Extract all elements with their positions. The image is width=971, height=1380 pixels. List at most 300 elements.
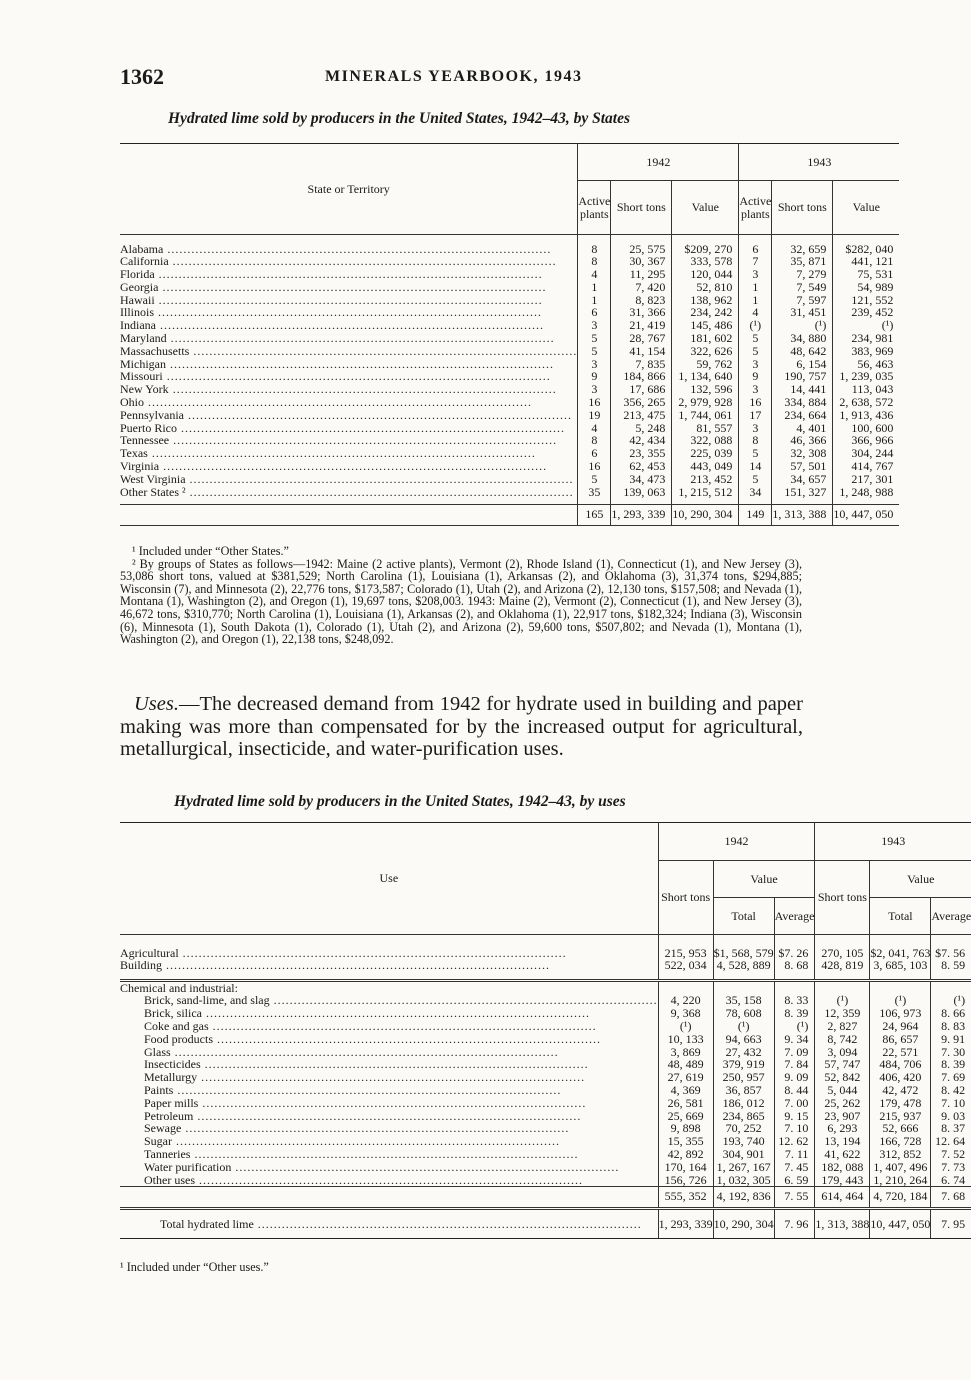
table-cell	[931, 980, 971, 994]
table-cell: 7, 279	[772, 268, 833, 281]
state-name: Michigan .....	[120, 358, 578, 371]
table-cell	[870, 972, 931, 980]
running-title: MINERALS YEARBOOK, 1943	[325, 68, 583, 85]
use-row	[120, 1161, 971, 1174]
table-cell: 7. 96	[774, 1209, 815, 1239]
footnotes-table1	[120, 545, 802, 646]
table-cell: 6, 154	[772, 358, 833, 371]
table-cell: 8. 83	[941, 1018, 966, 1033]
table-cell: 8	[578, 243, 611, 256]
table-cell: (¹)	[881, 318, 894, 333]
state-name: Other States ² .....	[120, 486, 578, 499]
state-name: Massachusetts .....	[120, 345, 578, 358]
table-cell: 52, 842	[815, 1071, 870, 1084]
table-cell: 27, 432	[713, 1046, 774, 1059]
table-cell: 7. 68	[931, 1187, 971, 1209]
table-cell: 3	[739, 268, 772, 281]
col-short-tons-1942: Short tons	[611, 181, 672, 235]
table-cell: 165	[578, 504, 611, 525]
table-cell: 1, 313, 388	[815, 1209, 870, 1239]
table-cell: 8. 39	[774, 1007, 815, 1020]
state-name: Alabama .....	[120, 243, 578, 256]
table-cell: 4, 528, 889	[713, 959, 774, 972]
table-cell: 225, 039	[672, 447, 739, 460]
page-header	[120, 64, 800, 94]
table-cell: 322, 626	[672, 345, 739, 358]
table-cell: 7. 84	[774, 1058, 815, 1071]
table-cell: 36, 857	[713, 1084, 774, 1097]
table-cell: 70, 252	[713, 1122, 774, 1135]
table-cell: 379, 919	[713, 1058, 774, 1071]
state-row	[120, 268, 899, 281]
table-cell: 42, 434	[611, 434, 672, 447]
table-cell: 56, 463	[857, 356, 894, 371]
table-cell: 6, 293	[815, 1122, 870, 1135]
col-value-1943: Value	[833, 181, 900, 235]
table-cell: 5	[739, 447, 772, 460]
table-cell: 7. 55	[774, 1187, 815, 1209]
table-cell: 1, 267, 167	[713, 1161, 774, 1174]
state-name: Virginia .....	[120, 460, 578, 473]
table-cell: 9, 368	[658, 1007, 713, 1020]
table-cell: 1	[578, 294, 611, 307]
table-cell: 138, 962	[672, 294, 739, 307]
table-cell: 312, 852	[870, 1148, 931, 1161]
table-cell: 113, 043	[851, 382, 894, 397]
col-short-tons-1943: Short tons	[772, 181, 833, 235]
table-cell: 1, 032, 305	[713, 1174, 774, 1187]
total-row	[120, 1209, 971, 1239]
table-cell: $7. 26	[774, 947, 815, 960]
use-name: Tanneries .....	[120, 1148, 658, 1161]
table-cell: 5, 044	[815, 1084, 870, 1097]
use-name: Paper mills .....	[120, 1097, 658, 1110]
table-cell	[713, 972, 774, 980]
table-cell: 156, 726	[658, 1174, 713, 1187]
table-cell: 41, 622	[815, 1148, 870, 1161]
table-cell: 8	[578, 255, 611, 268]
table-cell: $2, 041, 763	[870, 945, 931, 960]
table-cell: 75, 531	[857, 267, 894, 282]
table-cell: 1	[578, 281, 611, 294]
table-cell: 5	[578, 345, 611, 358]
table-cell: 9. 03	[941, 1108, 966, 1123]
total-row	[120, 504, 899, 525]
state-name: Florida .....	[120, 268, 578, 281]
table-cell: $209, 270	[672, 243, 739, 256]
table-cell: 179, 478	[870, 1097, 931, 1110]
table-cell: 186, 012	[713, 1097, 774, 1110]
table-cell: 120, 044	[672, 268, 739, 281]
table-cell: (¹)	[953, 993, 966, 1008]
table-cell: 234, 981	[851, 331, 894, 346]
table-cell: 139, 063	[611, 486, 672, 499]
table-cell: 8	[578, 434, 611, 447]
footnote-2: ² By groups of States as follows—1942: Maine (2 active plants), Vermont (2), Rhode Island (1), Connecticut (1), and New Jersey (3), 53,086 short tons, valued at $381,529; North Carolina (1), Louisiana (1), Arkansas (2), and Oklahoma (3), 31,374 tons, $294,885; Wisconsin (7), and Minnesota (2), 22,776 tons, $173,587; Colorado (1), Utah (2), and Arizona (2), 12,130 tons, $157,508; and Nevada (1), Montana (1), Washington (2), and Oregon (1), 19,697 tons, $208,003. 1943: Maine (2), Vermont (2), Connecticut (1), and New Jersey (3), 46,672 tons, $310,770; North Carolina (1), Louisiana (1), Arkansas (2), and Oklahoma (1), 22,917 tons, $182,324; Indiana (3), Wisconsin (6), Minnesota (1), South Dakota (1), Colorado (1), Utah (2), and Arizona (2), 59,600 tons, $507,802; and Nevada (1), Montana (1), Washington (2), and Oregon (1), 22,138 tons, $248,092.	[120, 556, 802, 647]
use-row	[120, 1148, 971, 1161]
table-cell: 7. 00	[774, 1097, 815, 1110]
table-cell: 2, 638, 572	[839, 395, 894, 410]
table-cell: 9, 898	[658, 1122, 713, 1135]
states-table	[120, 143, 899, 526]
table-cell: 52, 810	[672, 281, 739, 294]
uses-paragraph	[120, 693, 803, 761]
table-cell: 9	[578, 370, 611, 383]
state-name: Pennsylvania .....	[120, 409, 578, 422]
table-cell: 5, 248	[611, 422, 672, 435]
table-cell: 1, 913, 436	[839, 407, 894, 422]
table-cell: 14, 441	[772, 383, 833, 396]
table-cell: 5	[739, 345, 772, 358]
table-cell: $7. 56	[935, 945, 966, 960]
table-cell: 16	[578, 460, 611, 473]
table-cell: 41, 154	[611, 345, 672, 358]
table-cell: 4, 369	[658, 1084, 713, 1097]
table-cell: 4, 401	[772, 422, 833, 435]
use-name: Agricultural .....	[120, 947, 658, 960]
table-cell: 270, 105	[815, 947, 870, 960]
table-cell: 484, 706	[870, 1058, 931, 1071]
use-name: Coke and gas .....	[120, 1020, 658, 1033]
table-cell: 19	[578, 409, 611, 422]
table-cell: 7, 549	[772, 281, 833, 294]
table-cell: 42, 472	[870, 1084, 931, 1097]
table-cell: (¹)	[772, 319, 833, 332]
col-total-1942: Total	[713, 898, 774, 935]
table-cell: 1, 293, 339	[611, 504, 672, 525]
table-cell	[658, 972, 713, 980]
table-cell: 34	[739, 486, 772, 499]
col-average-1942: Average	[774, 898, 815, 935]
table-cell: 6	[578, 306, 611, 319]
table-cell: 12, 359	[815, 1007, 870, 1020]
table-cell: 3	[739, 422, 772, 435]
table-cell: 555, 352	[658, 1187, 713, 1209]
table-cell: (¹)	[815, 994, 870, 1007]
table-cell: 151, 327	[772, 486, 833, 499]
table-cell: 7, 420	[611, 281, 672, 294]
table-cell: 213, 452	[672, 473, 739, 486]
table-cell: 22, 571	[870, 1046, 931, 1059]
use-row	[120, 1174, 971, 1187]
subtotal-label	[120, 1187, 658, 1209]
state-name: Missouri .....	[120, 370, 578, 383]
table-cell: 190, 757	[772, 370, 833, 383]
table-cell	[774, 972, 815, 980]
table-cell: 9. 15	[774, 1110, 815, 1123]
table-cell: 1, 215, 512	[672, 486, 739, 499]
table-cell: 7, 835	[611, 358, 672, 371]
table-cell: 170, 164	[658, 1161, 713, 1174]
col-short-tons-1942: Short tons	[658, 861, 713, 935]
table-cell: 54, 989	[857, 279, 894, 294]
table-cell: 4	[578, 422, 611, 435]
table-cell: 522, 034	[658, 959, 713, 972]
table-cell: 234, 242	[672, 306, 739, 319]
col-average-1943: Average	[931, 898, 971, 935]
table-cell: 366, 966	[851, 433, 894, 448]
year-header-1943: 1943	[815, 823, 971, 861]
state-name: West Virginia .....	[120, 473, 578, 486]
table-cell: 4, 192, 836	[713, 1187, 774, 1209]
table2-caption: Hydrated lime sold by producers in the United States, 1942–43, by uses	[174, 793, 626, 810]
use-row	[120, 1020, 971, 1033]
table-cell: 17	[739, 409, 772, 422]
col-active-plants-1942: Active plants	[578, 181, 611, 235]
table-cell: 234, 865	[713, 1110, 774, 1123]
table-cell: 5	[578, 332, 611, 345]
table-cell: 7. 45	[774, 1161, 815, 1174]
table-cell: 5	[739, 332, 772, 345]
table-cell: 383, 969	[851, 343, 894, 358]
table-cell: 25, 262	[815, 1097, 870, 1110]
table-cell: 2, 979, 928	[672, 396, 739, 409]
uses-text: —The decreased demand from 1942 for hydrate used in building and paper making was more than compensated for by the increased output for agricultural, metallurgical, insecticide, and water-purification uses.	[120, 693, 803, 761]
table-cell: 21, 419	[611, 319, 672, 332]
table-cell: 215, 953	[658, 947, 713, 960]
table-cell: 250, 957	[713, 1071, 774, 1084]
table-cell: 215, 937	[870, 1110, 931, 1123]
table-cell: 11, 295	[611, 268, 672, 281]
table-cell: 3, 094	[815, 1046, 870, 1059]
table-cell: 121, 552	[851, 292, 894, 307]
table-cell: 35, 158	[713, 994, 774, 1007]
state-row	[120, 281, 899, 294]
table-cell: 10, 447, 050	[833, 504, 900, 525]
total-label	[120, 504, 578, 525]
table-cell: 3	[739, 383, 772, 396]
table-cell: 16	[739, 396, 772, 409]
table-cell: 1, 248, 988	[839, 484, 894, 499]
use-name: Petroleum .....	[120, 1110, 658, 1123]
table-cell: 62, 453	[611, 460, 672, 473]
table-cell: 42, 892	[658, 1148, 713, 1161]
table-cell: 7. 09	[774, 1046, 815, 1059]
table-cell: 34, 657	[772, 473, 833, 486]
table-cell: 3	[739, 358, 772, 371]
state-name: Texas .....	[120, 447, 578, 460]
table-cell: $282, 040	[845, 241, 894, 256]
state-row	[120, 473, 899, 486]
table-cell: 304, 901	[713, 1148, 774, 1161]
table-cell: 86, 657	[870, 1033, 931, 1046]
state-name: Indiana .....	[120, 319, 578, 332]
table-cell: 8	[739, 434, 772, 447]
table-cell: 5	[739, 473, 772, 486]
stub-header-use: Use	[120, 823, 658, 935]
table-cell: 10, 133	[658, 1033, 713, 1046]
table-cell: 7. 52	[941, 1146, 966, 1161]
table-cell: 14	[739, 460, 772, 473]
table-cell: 23, 907	[815, 1110, 870, 1123]
table-cell: 7. 73	[941, 1159, 966, 1174]
use-row	[120, 1033, 971, 1046]
state-row	[120, 409, 899, 422]
total-label: Total hydrated lime .....	[120, 1209, 658, 1239]
table-cell: 32, 308	[772, 447, 833, 460]
table-cell: (¹)	[658, 1020, 713, 1033]
table-cell: 28, 767	[611, 332, 672, 345]
year-header-1942: 1942	[658, 823, 815, 861]
table-cell: 17, 686	[611, 383, 672, 396]
table-cell: (¹)	[870, 994, 931, 1007]
table-cell: 1, 313, 388	[772, 504, 833, 525]
table-cell: 48, 642	[772, 345, 833, 358]
use-name: Water purification .....	[120, 1161, 658, 1174]
table-cell: 34, 880	[772, 332, 833, 345]
state-name: California .....	[120, 255, 578, 268]
year-header-1943: 1943	[739, 144, 900, 181]
table-cell: 184, 866	[611, 370, 672, 383]
table-cell: 52, 666	[870, 1122, 931, 1135]
table-cell: 213, 475	[611, 409, 672, 422]
use-row	[120, 1097, 971, 1110]
table-cell: 3	[578, 358, 611, 371]
table-cell: 7. 69	[941, 1070, 966, 1085]
table-cell: 145, 486	[672, 319, 739, 332]
use-name: Other uses .....	[120, 1174, 658, 1187]
table-cell	[931, 972, 971, 980]
table-cell	[870, 980, 931, 994]
table-cell: 179, 443	[815, 1174, 870, 1187]
table-cell: 2, 827	[815, 1020, 870, 1033]
table-cell	[658, 980, 713, 994]
table-cell: 182, 088	[815, 1161, 870, 1174]
table-cell: 4	[578, 268, 611, 281]
use-name: Metallurgy .....	[120, 1071, 658, 1084]
page-number: 1362	[120, 64, 164, 89]
use-name: Brick, sand-lime, and slag .....	[120, 994, 658, 1007]
table-cell	[713, 980, 774, 994]
table-cell: 8. 44	[774, 1084, 815, 1097]
table-cell: 443, 049	[672, 460, 739, 473]
separator-row	[120, 972, 971, 980]
table-cell: 414, 767	[851, 459, 894, 474]
footnote-table2: ¹ Included under “Other uses.”	[120, 1260, 269, 1274]
table-cell: 25, 669	[658, 1110, 713, 1123]
footnote-1: ¹ Included under “Other States.”	[132, 544, 289, 558]
use-name: Sewage .....	[120, 1122, 658, 1135]
table-cell: 6	[739, 243, 772, 256]
table-cell: 441, 121	[851, 254, 894, 269]
table-cell: 30, 367	[611, 255, 672, 268]
table-cell: 239, 452	[851, 305, 894, 320]
table-cell: 356, 265	[611, 396, 672, 409]
uses-table	[120, 822, 971, 1239]
table-cell: 8. 42	[941, 1082, 966, 1097]
table-cell: (¹)	[713, 1020, 774, 1033]
table-cell: 12. 64	[935, 1134, 966, 1149]
year-header-1942: 1942	[578, 144, 739, 181]
state-name: New York .....	[120, 383, 578, 396]
table-cell: 27, 619	[658, 1071, 713, 1084]
table-cell: 3	[578, 319, 611, 332]
subtotal-row	[120, 1187, 971, 1209]
table-cell: 234, 664	[772, 409, 833, 422]
table-cell: 428, 819	[815, 959, 870, 972]
table-cell: 31, 366	[611, 306, 672, 319]
table-cell	[774, 980, 815, 994]
table-cell: 10, 290, 304	[713, 1209, 774, 1239]
table-cell	[815, 972, 870, 980]
stub-header: State or Territory	[120, 144, 578, 235]
table-cell: 35, 871	[772, 255, 833, 268]
table-cell: 9. 34	[774, 1033, 815, 1046]
table-cell: 193, 740	[713, 1135, 774, 1148]
table-cell: 7, 597	[772, 294, 833, 307]
table-cell: 322, 088	[672, 434, 739, 447]
table-cell: 26, 581	[658, 1097, 713, 1110]
use-row	[120, 1084, 971, 1097]
table-cell: 57, 501	[772, 460, 833, 473]
table-cell: 1, 210, 264	[870, 1174, 931, 1187]
table-cell: 12. 62	[774, 1135, 815, 1148]
table-cell: 1	[739, 281, 772, 294]
state-row	[120, 345, 899, 358]
table-cell: 8. 59	[941, 958, 966, 973]
table-cell: 46, 366	[772, 434, 833, 447]
use-name: Sugar .....	[120, 1135, 658, 1148]
table-cell: 3	[578, 383, 611, 396]
table-cell: 35	[578, 486, 611, 499]
table-cell: 7. 30	[941, 1044, 966, 1059]
table-cell: 3, 685, 103	[870, 959, 931, 972]
table-cell: 7. 11	[774, 1148, 815, 1161]
table-cell: 614, 464	[815, 1187, 870, 1209]
table-cell: 333, 578	[672, 255, 739, 268]
table1-caption: Hydrated lime sold by producers in the United States, 1942–43, by States	[168, 110, 630, 127]
table-cell: 3, 869	[658, 1046, 713, 1059]
table-cell: 10, 447, 050	[870, 1209, 931, 1239]
table-cell: 1, 744, 061	[672, 409, 739, 422]
col-short-tons-1943: Short tons	[815, 861, 870, 935]
table-cell: 4	[739, 306, 772, 319]
table-cell: 7. 95	[931, 1209, 971, 1239]
table-cell: 6. 59	[774, 1174, 815, 1187]
use-name: Glass .....	[120, 1046, 658, 1059]
table-cell: 1, 293, 339	[658, 1209, 713, 1239]
table-cell: 1, 134, 640	[672, 370, 739, 383]
table-cell: 181, 602	[672, 332, 739, 345]
table-cell: 24, 964	[870, 1020, 931, 1033]
state-row	[120, 396, 899, 409]
table-cell: 7	[739, 255, 772, 268]
table-cell: 10, 290, 304	[672, 504, 739, 525]
table-cell: 4, 720, 184	[870, 1187, 931, 1209]
table-cell: 1, 239, 035	[839, 369, 894, 384]
table-cell: 334, 884	[772, 396, 833, 409]
table-cell: 34, 473	[611, 473, 672, 486]
table-cell: 8. 33	[774, 994, 815, 1007]
row-label	[120, 972, 658, 980]
table-cell: 304, 244	[851, 446, 894, 461]
table-cell: 149	[739, 504, 772, 525]
use-name: Brick, silica .....	[120, 1007, 658, 1020]
table-cell: 132, 596	[672, 383, 739, 396]
use-name: Insecticides .....	[120, 1058, 658, 1071]
table-cell: 7. 10	[774, 1122, 815, 1135]
table-cell: 94, 663	[713, 1033, 774, 1046]
table-cell: 31, 451	[772, 306, 833, 319]
table-cell: 48, 489	[658, 1058, 713, 1071]
table-cell: 23, 355	[611, 447, 672, 460]
table-cell: 16	[578, 396, 611, 409]
table-cell: 6. 74	[941, 1172, 966, 1187]
table-cell: 8, 823	[611, 294, 672, 307]
col-value-1942: Value	[713, 861, 815, 898]
table-cell: 78, 608	[713, 1007, 774, 1020]
state-name: Maryland .....	[120, 332, 578, 345]
